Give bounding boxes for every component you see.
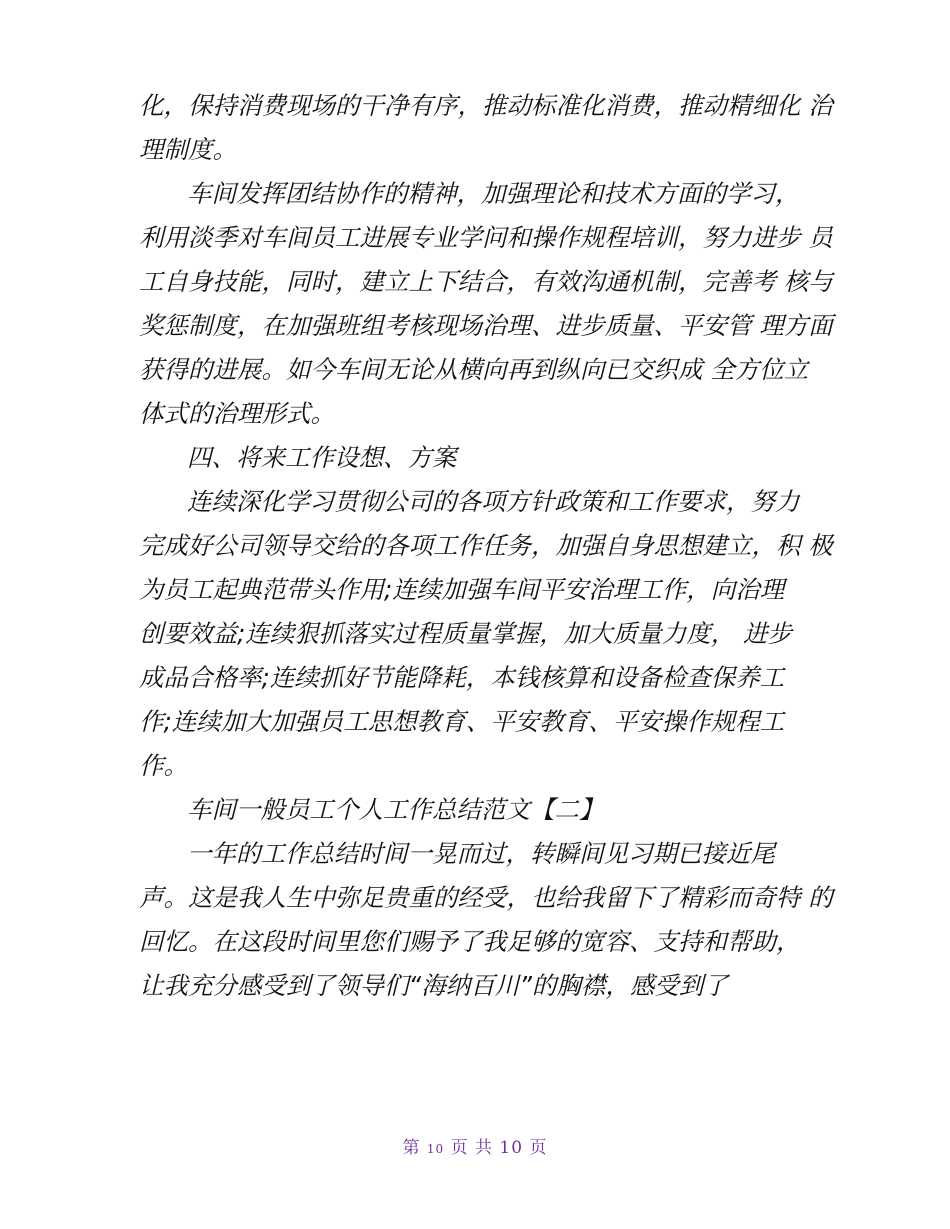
text-line: 四、将来工作设想、方案 xyxy=(187,443,457,472)
text-line: 车间发挥团结协作的精神，加强理论和技术方面的学习， xyxy=(187,179,800,208)
text-line: 车间一般员工个人工作总结范文【二】 xyxy=(187,795,604,824)
text-line: 连续深化学习贯彻公司的各项方针政策和工作要求，努力 xyxy=(187,487,800,516)
footer-middle: 页 共 xyxy=(450,1138,494,1158)
document-body xyxy=(139,84,833,1008)
text-line: 体式的治理形式。 xyxy=(139,399,335,428)
footer-total-pages: 10 xyxy=(499,1138,524,1158)
text-line: 作;连续加大加强员工思想教育、平安教育、平安操作规程工 xyxy=(139,707,785,736)
text-line: 获得的进展。如今车间无论从横向再到纵向已交织成 全方位立 xyxy=(139,355,809,384)
footer-current-page: 10 xyxy=(426,1142,445,1156)
text-line: 创要效益;连续狠抓落实过程质量掌握，加大质量力度， 进步 xyxy=(139,619,793,648)
text-line: 回忆。在这段时间里您们赐予了我足够的宽容、支持和帮助， xyxy=(139,927,801,956)
footer-prefix: 第 xyxy=(402,1138,421,1158)
footer-suffix: 页 xyxy=(529,1138,548,1158)
text-line: 作。 xyxy=(139,751,188,780)
text-line: 化，保持消费现场的干净有序，推动标准化消费，推动精细化 治 xyxy=(139,91,833,120)
text-line: 声。这是我人生中弥足贵重的经受，也给我留下了精彩而奇特 的 xyxy=(139,883,833,912)
text-line: 利用淡季对车间员工进展专业学问和操作规程培训，努力进步 员 xyxy=(139,223,833,252)
text-line: 理制度。 xyxy=(139,135,237,164)
text-line: 奖惩制度，在加强班组考核现场治理、进步质量、平安管 理方面 xyxy=(139,311,833,340)
text-line: 成品合格率;连续抓好节能降耗，本钱核算和设备检查保养工 xyxy=(139,663,785,692)
text-line: 为员工起典范带头作用;连续加强车间平安治理工作，向治理 xyxy=(139,575,785,604)
text-line: 完成好公司领导交给的各项工作任务，加强自身思想建立，积 极 xyxy=(139,531,833,560)
text-line: 一年的工作总结时间一晃而过，转瞬间见习期已接近尾 xyxy=(187,839,775,868)
text-line: 让我充分感受到了领导们“海纳百川”的胸襟，感受到了 xyxy=(139,971,728,1000)
text-line: 工自身技能，同时，建立上下结合，有效沟通机制，完善考 核与 xyxy=(139,267,833,296)
page-footer xyxy=(0,1133,950,1158)
